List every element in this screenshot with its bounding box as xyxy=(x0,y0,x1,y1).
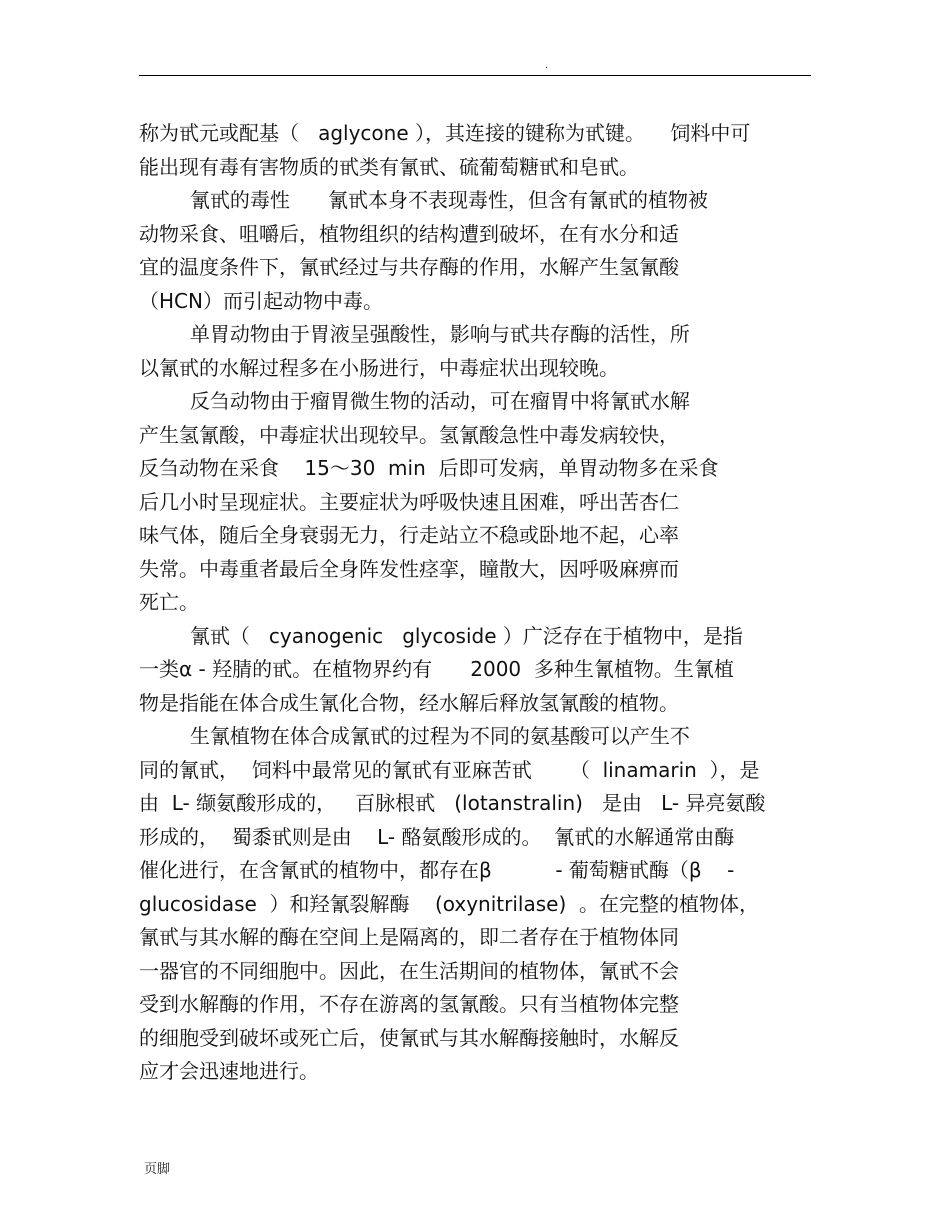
text-line: 死亡。 xyxy=(139,590,199,614)
text-line: 味气体，随后全身衰弱无力，行走站立不稳或卧地不起，心率 xyxy=(139,523,679,547)
text-line: 氰甙与其水解的酶在空间上是隔离的，即二者存在于植物体同 xyxy=(139,925,679,949)
header-mark: . xyxy=(545,60,549,71)
text-line: 应才会迅速地进行。 xyxy=(139,1059,319,1083)
text-line: 失常。中毒重者最后全身阵发性痉挛，瞳散大，因呼吸麻痹而 xyxy=(139,556,679,581)
text-line: 由 L- 缬氨酸形成的， 百脉根甙 (lotanstralin) 是由 L- 异亮氨酸 xyxy=(139,791,766,815)
text-line: 物是指能在体合成生氰化合物，经水解后释放氢氰酸的植物。 xyxy=(139,690,679,715)
text-line: 能出现有毒有害物质的甙类有氰甙、硫葡萄糖甙和皂甙。 xyxy=(139,154,639,179)
text-line: 氰甙（ cyanogenic glycoside ）广泛存在于植物中，是指 xyxy=(139,623,743,648)
text-line: 以氰甙的水解过程多在小肠进行，中毒症状出现较晚。 xyxy=(139,355,619,380)
body-text xyxy=(139,117,819,1089)
text-line: glucosidase ）和羟氰裂解酶 (oxynitrilase) 。在完整的植物体， xyxy=(139,891,759,916)
text-line: 生氰植物在体合成氰甙的过程为不同的氨基酸可以产生不 xyxy=(139,724,690,748)
text-line: 反刍动物在采食 15～30 min 后即可发病，单胃动物多在采食 xyxy=(139,456,719,480)
text-line: 同的氰甙， 饲料中最常见的氰甙有亚麻苦甙 （ linamarin ），是 xyxy=(139,757,760,782)
text-line: 氰甙的毒性 氰甙本身不表现毒性，但含有氰甙的植物被 xyxy=(139,188,709,212)
text-line: （HCN）而引起动物中毒。 xyxy=(139,288,383,313)
text-line: 一类α - 羟腈的甙。在植物界约有 2000 多种生氰植物。生氰植 xyxy=(139,657,734,681)
text-line: 的细胞受到破坏或死亡后，使氰甙与其水解酶接触时，水解反 xyxy=(139,1025,679,1050)
text-line: 后几小时呈现症状。主要症状为呼吸快速且困难，呼出苦杏仁 xyxy=(139,489,679,514)
text-line: 称为甙元或配基（ aglycone ），其连接的键称为甙键。 饲料中可 xyxy=(139,121,751,145)
text-line: 产生氢氰酸，中毒症状出现较早。氢氰酸急性中毒发病较快， xyxy=(139,422,679,447)
text-line: 形成的， 蜀黍甙则是由 L- 酪氨酸形成的。 氰甙的水解通常由酶 xyxy=(139,824,735,849)
text-line: 一器官的不同细胞中。因此，在生活期间的植物体，氰甙不会 xyxy=(139,958,679,983)
text-line: 宜的温度条件下，氰甙经过与共存酶的作用，水解产生氢氰酸 xyxy=(139,255,679,279)
text-line: 催化进行，在含氰甙的植物中，都存在β - 葡萄糖甙酶（β - xyxy=(139,858,735,882)
header-rule xyxy=(139,75,811,76)
text-line: 反刍动物由于瘤胃微生物的活动，可在瘤胃中将氰甙水解 xyxy=(139,389,690,413)
text-line: 单胃动物由于胃液呈强酸性，影响与甙共存酶的活性，所 xyxy=(139,322,690,346)
footer-label: 页脚 xyxy=(144,1162,171,1177)
text-line: 动物采食、咀嚼后，植物组织的结构遭到破坏，在有水分和适 xyxy=(139,221,679,246)
text-line: 受到水解酶的作用，不存在游离的氢氰酸。只有当植物体完整 xyxy=(139,992,679,1016)
